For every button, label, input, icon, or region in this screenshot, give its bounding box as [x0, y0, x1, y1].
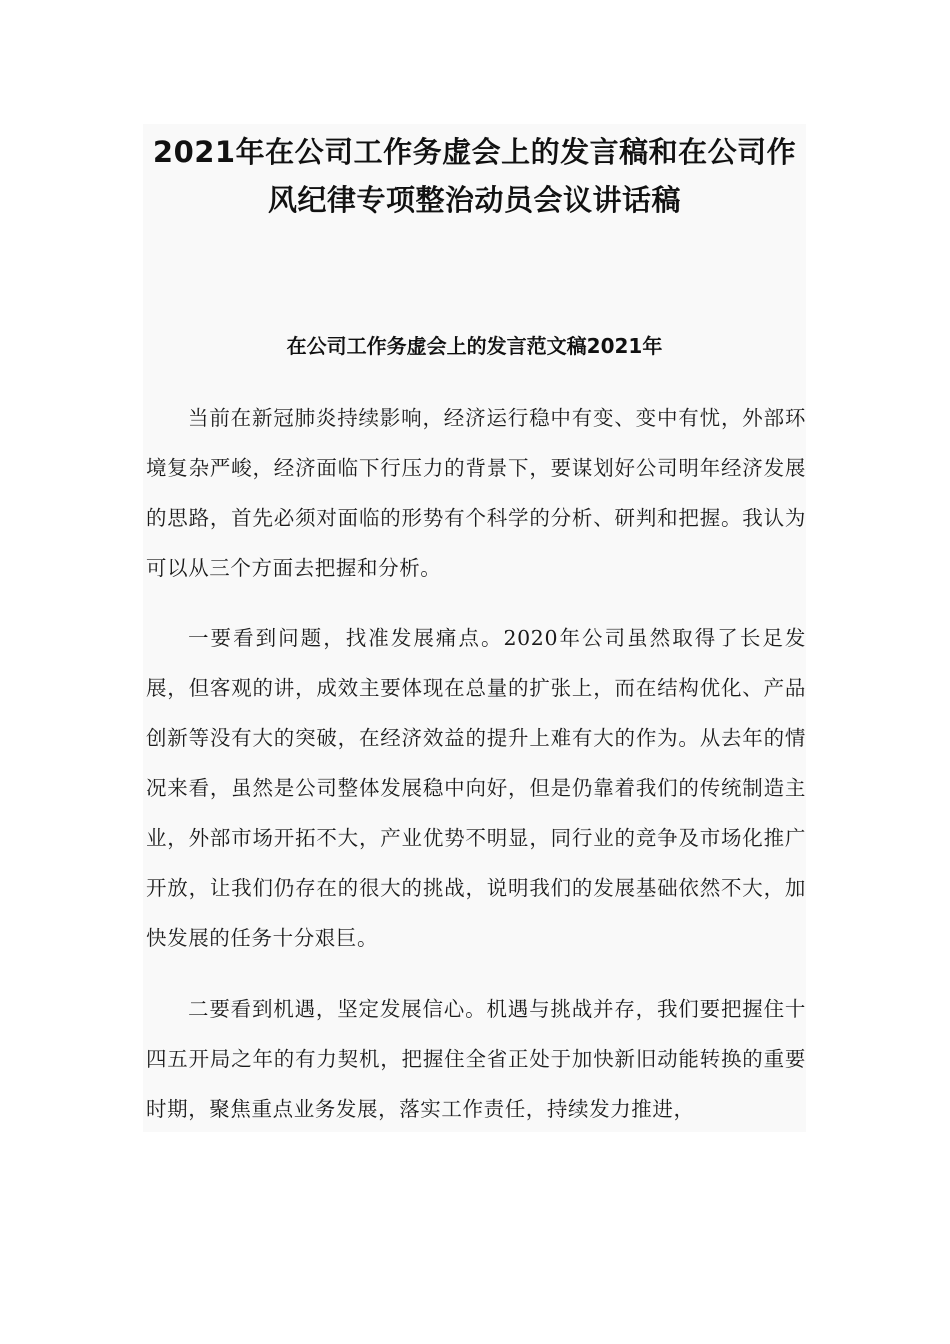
paragraph-3: 二要看到机遇，坚定发展信心。机遇与挑战并存，我们要把握住十四五开局之年的有力契机，把握住全省正处于加快新旧动能转换的重要时期，聚焦重点业务发展，落实工作责任，持续发力推进， [146, 997, 806, 1121]
paragraph-2: 一要看到问题，找准发展痛点。2020年公司虽然取得了长足发展，但客观的讲，成效主要体现在总量的扩张上，而在结构优化、产品创新等没有大的突破，在经济效益的提升上难有大的作为。从去年的情况来看，虽然是公司整体发展稳中向好，但是仍靠着我们的传统制造主业，外部市场开拓不大，产业优势不明显，同行业的竞争及市场化推广开放，让我们仍存在的很大的挑战，说明我们的发展基础依然不大，加快发展的任务十分艰巨。 [146, 626, 806, 950]
section-title: 在公司工作务虚会上的发言范文稿2021年 [286, 334, 663, 358]
paragraph-1: 当前在新冠肺炎持续影响，经济运行稳中有变、变中有忧，外部环境复杂严峻，经济面临下行压力的背景下，要谋划好公司明年经济发展的思路，首先必须对面临的形势有个科学的分析、研判和把握。我认为可以从三个方面去把握和分析。 [146, 406, 806, 580]
document-title: 2021年在公司工作务虚会上的发言稿和在公司作风纪律专项整治动员会议讲话稿 [152, 135, 797, 217]
